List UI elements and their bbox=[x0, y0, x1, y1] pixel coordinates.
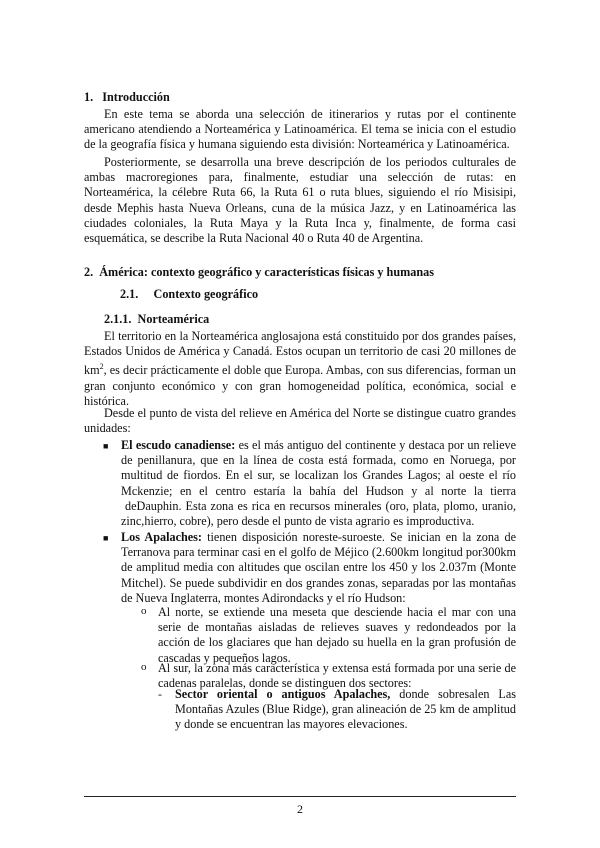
sector-text: donde sobresalen Las Montañas Azules (Blue Ridge), gran alineación de 25 km de amplitud y donde se encuentran las mayores elevaciones. bbox=[175, 687, 516, 732]
bullet-apalaches bbox=[121, 530, 516, 606]
sector-title: Sector oriental o antiguos Apalaches, bbox=[175, 687, 391, 701]
subbullet-norte: Al norte, se extiende una meseta que desciende hacia el mar con una serie de montañas aisladas de relieves suaves y redondeados por la acción de los glaciares que han dejado su huella en la gran profusión de cascadas y pequeños lagos. bbox=[158, 605, 516, 665]
footer-divider bbox=[84, 796, 516, 797]
dash-bullet-icon: - bbox=[158, 687, 162, 701]
bullet-title: Los Apalaches: bbox=[121, 530, 202, 544]
circle-bullet-icon: o bbox=[141, 661, 147, 673]
square-bullet-icon: ■ bbox=[103, 441, 109, 451]
circle-bullet-icon: o bbox=[141, 605, 147, 617]
km-superscript: 2 bbox=[99, 362, 104, 372]
subbullet-sur: Al sur, la zona más característica y extensa está formada por una serie de cadenas paralelas, donde se distinguen dos sectores: bbox=[158, 661, 516, 691]
section-2-1-1-heading: 2.1.1. Norteamérica bbox=[104, 312, 210, 326]
relieve-paragraph: Desde el punto de vista del relieve en América del Norte se distingue cuatro grandes unidades: bbox=[84, 406, 516, 436]
sector-oriental-item bbox=[175, 687, 516, 733]
bullet-text: tienen disposición noreste-suroeste. Se inician en la zona de Terranova para terminar casi en el golfo de Méjico (2.600km longitud por300km de amplitud media con altitudes que oscilan entre los 450 y los 2.037m (Monte Mitchel). Se puede subdividir en dos grandes zonas, separadas por las montañas de Nueva Inglaterra, montes Adirondacks y el río Hudson: bbox=[121, 530, 516, 605]
page-number: 2 bbox=[297, 802, 303, 816]
bullet-title: El escudo canadiense: bbox=[121, 438, 236, 452]
section-2-1-heading: 2.1. Contexto geográfico bbox=[120, 287, 259, 301]
intro-paragraph-2: Posteriormente, se desarrolla una breve descripción de los periodos culturales de ambas macroregiones para, finalmente, estudiar una selección de rutas: en Norteamérica, la célebre Ruta 66, la Ruta 61 o ruta blues, siguiendo el río Misisipi, desde Mephis hasta Nueva Orleans, cuna de la música Jazz, y en Latinoamérica las ciudades coloniales, la Ruta Maya y la Ruta Inca y, finalmente, de forma casi esquemática, se describe la Ruta Nacional 40 o Ruta 40 de Argentina. bbox=[84, 155, 516, 246]
norteamerica-text-start: El territorio en la Norteamérica anglosajona está constituido por dos grandes países, Estados Unidos de América y Canadá. Estos ocupan un territorio de casi 20 millones de km bbox=[84, 329, 516, 378]
norteamerica-text-end: , es decir prácticamente el doble que Europa. Ambas, con sus diferencias, forman un gran conjunto económico y con gran homogeneidad política, económica, social e histórica. bbox=[84, 363, 516, 408]
norteamerica-paragraph bbox=[84, 329, 516, 409]
bullet-text: es el más antiguo del continente y destaca por un relieve de penillanura, que en la línea de costa está formada, como en Noruega, por multitud de fiordos. En el sur, se localizan los Grandes Lagos; al oeste el río Mckenzie; en el centro estaría la bahía del Hudson y al norte la tierra deDauphin. Esta zona es rica en recursos minerales (oro, plata, plomo, uranio, zinc,hierro, cobre), pero desde el punto de vista agrario es improductiva. bbox=[121, 438, 516, 529]
bullet-escudo-canadiense bbox=[121, 438, 516, 529]
square-bullet-icon: ■ bbox=[103, 533, 109, 543]
section-2-heading: 2. Ámérica: contexto geográfico y características físicas y humanas bbox=[84, 265, 434, 279]
section-1-heading: 1. Introducción bbox=[84, 90, 170, 104]
intro-paragraph-1: En este tema se aborda una selección de itinerarios y rutas por el continente americano atendiendo a Norteamérica y Latinoamérica. El tema se inicia con el estudio de la geografía física y humana siguiendo esta división: Norteamérica y Latinoamérica. bbox=[84, 107, 516, 152]
